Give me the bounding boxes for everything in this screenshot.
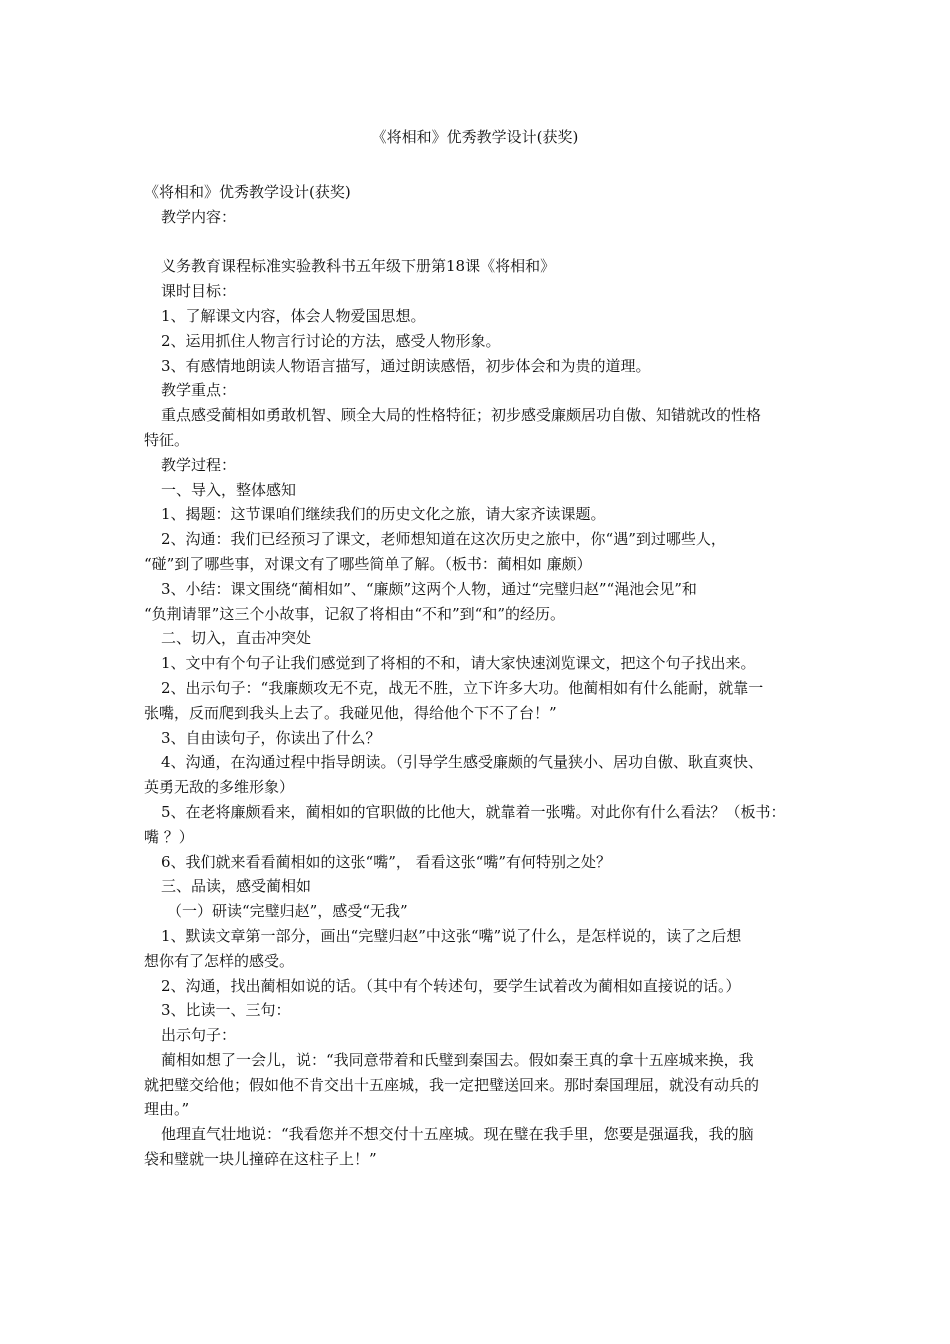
body-line: 英勇无敌的多维形象） [144,778,295,797]
body-line: 5、在老将廉颇看来，蔺相如的官职做的比他大，就靠着一张嘴。对此你有什么看法？（板书： [161,802,786,821]
body-line: 1、了解课文内容，体会人物爱国思想。 [161,306,426,325]
body-line: 义务教育课程标准实验教科书五年级下册第18课《将相和》 [161,257,556,276]
body-line-heading: 《将相和》优秀教学设计(获奖) [144,183,351,201]
body-line: “负荆请罪”这三个小故事，记叙了将相由“不和”到“和”的经历。 [144,604,566,623]
body-line: 蔺相如想了一会儿，说：“我同意带着和氏璧到秦国去。假如秦王真的拿十五座城来换，我 [161,1050,754,1069]
body-line: 3、自由读句子，你读出了什么？ [161,728,381,747]
body-line: 3、有感情地朗读人物语言描写，通过朗读感悟，初步体会和为贵的道理。 [161,356,651,375]
body-line: 6、我们就来看看蔺相如的这张“嘴”， 看看这张“嘴”有何特别之处？ [161,852,611,871]
body-line: 2、沟通：我们已经预习了课文，老师想知道在这次历史之旅中，你“遇”到过哪些人， [161,530,726,549]
body-line: 特征。 [144,430,190,449]
body-line: 2、出示句子：“我廉颇攻无不克，战无不胜，立下许多大功。他蔺相如有什么能耐，就靠一 [161,678,764,697]
document-body [144,180,814,1172]
body-line: 袋和璧就一块儿撞碎在这柱子上！” [144,1150,377,1169]
section-label-process: 教学过程： [161,455,237,474]
body-line: 1、揭题：这节课咱们继续我们的历史文化之旅，请大家齐读课题。 [161,505,606,524]
document-title: 《将相和》优秀教学设计(获奖) [371,128,579,146]
body-line: 他理直气壮地说：“我看您并不想交付十五座城。现在璧在我手里，您要是强逼我，我的脑 [161,1125,754,1144]
body-line: 三、品读，感受蔺相如 [161,877,312,896]
body-line: 理由。” [144,1100,190,1119]
body-line: “碰”到了哪些事，对课文有了哪些简单了解。（板书：蔺相如 廉颇） [144,554,592,573]
body-line: 1、默读文章第一部分，画出“完璧归赵”中这张“嘴”说了什么，是怎样说的，读了之后想 [161,926,742,945]
body-line: 张嘴，反而爬到我头上去了。我碰见他，得给他个下不了台！” [144,703,557,722]
body-line: 2、沟通，找出蔺相如说的话。（其中有个转述句，要学生试着改为蔺相如直接说的话。） [161,976,741,995]
body-line: 3、小结：课文围绕“蔺相如”、“廉颇”这两个人物，通过“完璧归赵”“渑池会见”和 [161,579,697,598]
body-line: 二、切入，直击冲突处 [161,629,312,648]
section-label-goals: 课时目标： [161,282,237,301]
section-label-teaching-content: 教学内容： [161,207,237,226]
body-line: 就把璧交给他；假如他不肯交出十五座城，我一定把璧送回来。那时秦国理屈，就没有动兵的 [144,1075,760,1094]
body-line: 4、沟通，在沟通过程中指导朗读。（引导学生感受廉颇的气量狭小、居功自傲、耿直爽快、 [161,753,764,772]
body-line: 3、比读一、三句： [161,1001,291,1020]
body-line: 出示句子： [161,1026,237,1045]
body-line: 2、运用抓住人物言行讨论的方法，感受人物形象。 [161,331,501,350]
body-line: 想你有了怎样的感受。 [144,951,295,970]
body-line: 嘴 ？） [144,827,194,846]
body-line: 重点感受蔺相如勇敢机智、顾全大局的性格特征；初步感受廉颇居功自傲、知错就改的性格 [161,406,762,425]
section-label-focus: 教学重点： [161,381,237,400]
body-line: （一）研读“完璧归赵”，感受“无我” [167,902,408,921]
blank-line [144,230,814,255]
body-line: 一、导入，整体感知 [161,480,297,499]
body-line: 1、文中有个句子让我们感觉到了将相的不和，请大家快速浏览课文，把这个句子找出来。 [161,654,756,673]
